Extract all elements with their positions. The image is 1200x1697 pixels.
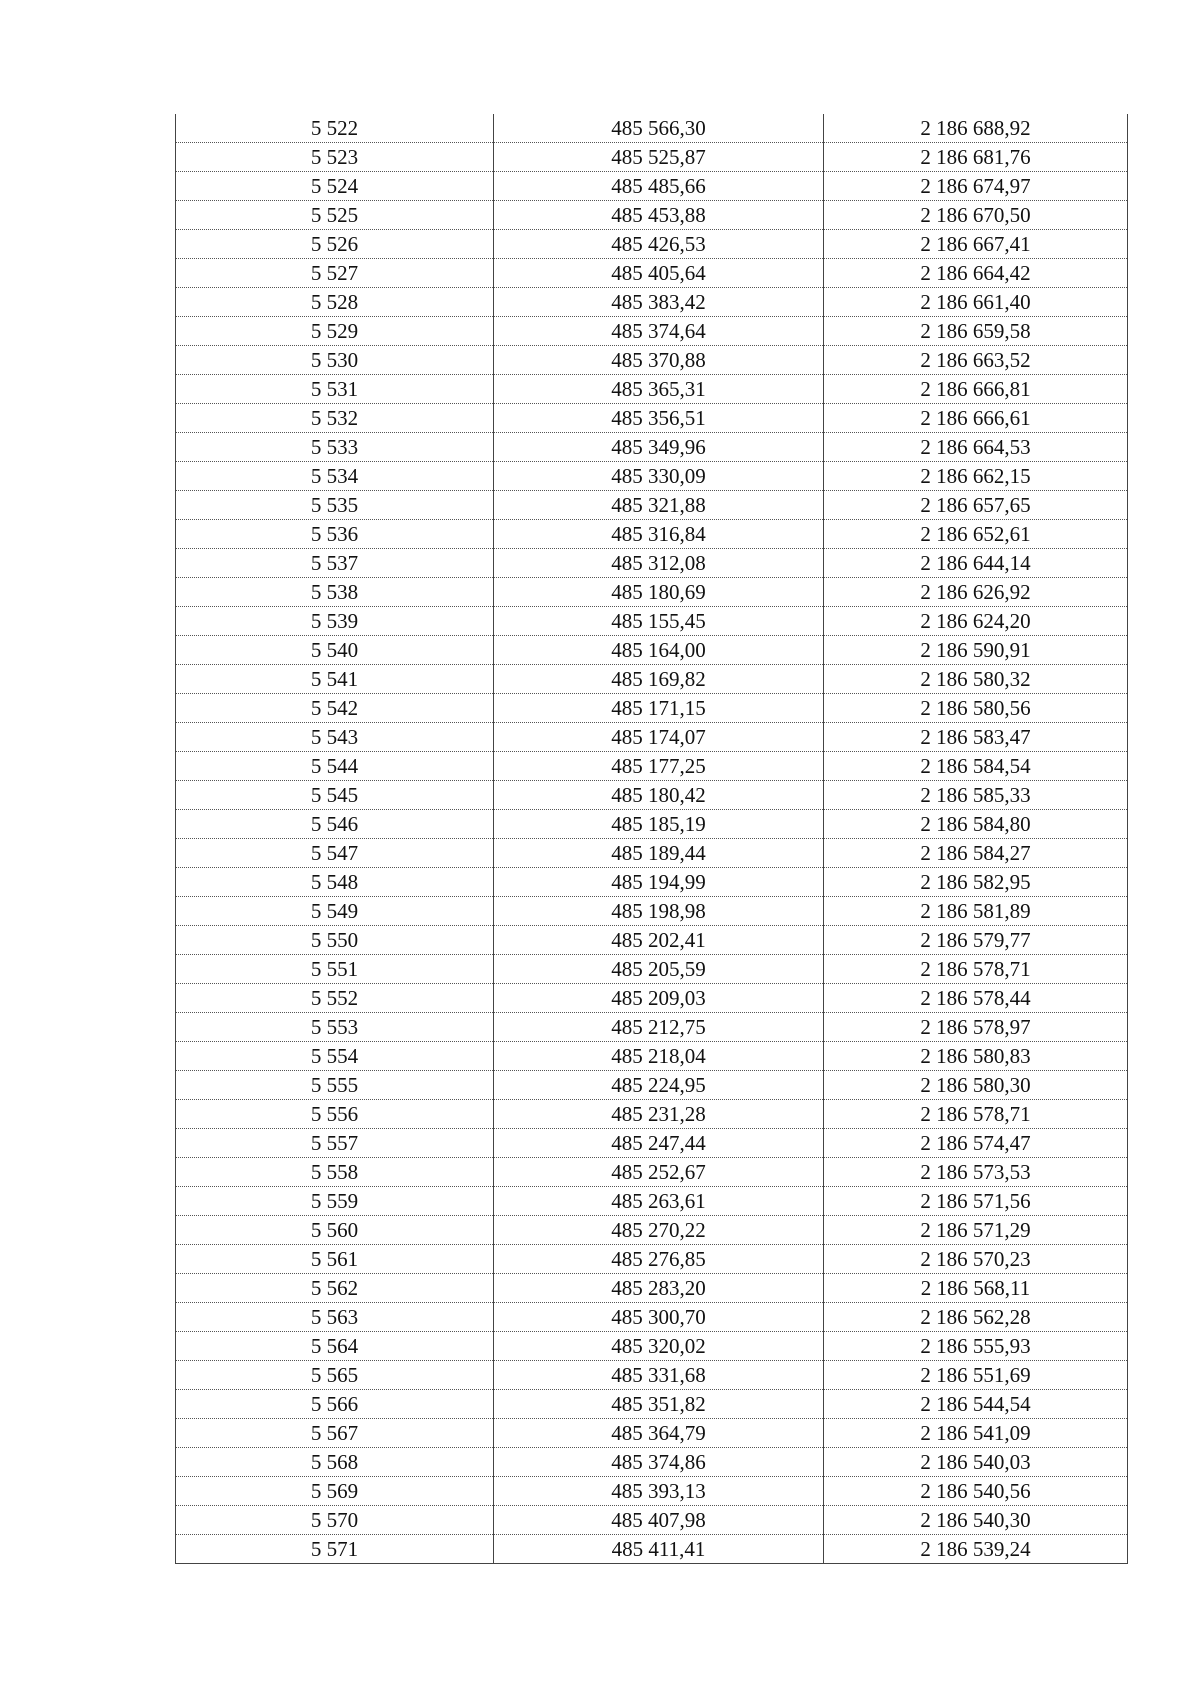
point-number-cell: 5 545 [176, 781, 494, 810]
table-row [176, 1332, 1128, 1361]
table-row [176, 114, 1128, 143]
x-coordinate-cell: 485 453,88 [494, 201, 824, 230]
y-coordinate-cell: 2 186 626,92 [824, 578, 1128, 607]
y-coordinate-cell: 2 186 578,71 [824, 955, 1128, 984]
x-coordinate-cell: 485 205,59 [494, 955, 824, 984]
y-coordinate-cell: 2 186 585,33 [824, 781, 1128, 810]
point-number-cell: 5 556 [176, 1100, 494, 1129]
y-coordinate-cell: 2 186 666,81 [824, 375, 1128, 404]
y-coordinate-cell: 2 186 580,32 [824, 665, 1128, 694]
x-coordinate-cell: 485 300,70 [494, 1303, 824, 1332]
table-row [176, 404, 1128, 433]
table-row [176, 172, 1128, 201]
x-coordinate-cell: 485 263,61 [494, 1187, 824, 1216]
point-number-cell: 5 566 [176, 1390, 494, 1419]
point-number-cell: 5 523 [176, 143, 494, 172]
point-number-cell: 5 544 [176, 752, 494, 781]
point-number-cell: 5 537 [176, 549, 494, 578]
y-coordinate-cell: 2 186 584,80 [824, 810, 1128, 839]
x-coordinate-cell: 485 171,15 [494, 694, 824, 723]
y-coordinate-cell: 2 186 540,03 [824, 1448, 1128, 1477]
table-row [176, 1158, 1128, 1187]
point-number-cell: 5 543 [176, 723, 494, 752]
point-number-cell: 5 563 [176, 1303, 494, 1332]
y-coordinate-cell: 2 186 657,65 [824, 491, 1128, 520]
table-row [176, 926, 1128, 955]
y-coordinate-cell: 2 186 551,69 [824, 1361, 1128, 1390]
table-row [176, 723, 1128, 752]
point-number-cell: 5 535 [176, 491, 494, 520]
table-row [176, 1013, 1128, 1042]
table-row [176, 984, 1128, 1013]
x-coordinate-cell: 485 194,99 [494, 868, 824, 897]
table-row [176, 607, 1128, 636]
x-coordinate-cell: 485 312,08 [494, 549, 824, 578]
point-number-cell: 5 552 [176, 984, 494, 1013]
x-coordinate-cell: 485 189,44 [494, 839, 824, 868]
table-row [176, 781, 1128, 810]
table-row [176, 1477, 1128, 1506]
table-row [176, 462, 1128, 491]
point-number-cell: 5 565 [176, 1361, 494, 1390]
point-number-cell: 5 562 [176, 1274, 494, 1303]
y-coordinate-cell: 2 186 663,52 [824, 346, 1128, 375]
x-coordinate-cell: 485 169,82 [494, 665, 824, 694]
point-number-cell: 5 534 [176, 462, 494, 491]
x-coordinate-cell: 485 212,75 [494, 1013, 824, 1042]
x-coordinate-cell: 485 180,69 [494, 578, 824, 607]
y-coordinate-cell: 2 186 573,53 [824, 1158, 1128, 1187]
x-coordinate-cell: 485 370,88 [494, 346, 824, 375]
table-row [176, 839, 1128, 868]
y-coordinate-cell: 2 186 580,56 [824, 694, 1128, 723]
point-number-cell: 5 524 [176, 172, 494, 201]
point-number-cell: 5 564 [176, 1332, 494, 1361]
y-coordinate-cell: 2 186 659,58 [824, 317, 1128, 346]
y-coordinate-cell: 2 186 674,97 [824, 172, 1128, 201]
point-number-cell: 5 553 [176, 1013, 494, 1042]
x-coordinate-cell: 485 164,00 [494, 636, 824, 665]
x-coordinate-cell: 485 407,98 [494, 1506, 824, 1535]
point-number-cell: 5 555 [176, 1071, 494, 1100]
table-row [176, 1390, 1128, 1419]
y-coordinate-cell: 2 186 578,44 [824, 984, 1128, 1013]
y-coordinate-cell: 2 186 584,54 [824, 752, 1128, 781]
x-coordinate-cell: 485 426,53 [494, 230, 824, 259]
table-row [176, 375, 1128, 404]
y-coordinate-cell: 2 186 664,42 [824, 259, 1128, 288]
x-coordinate-cell: 485 252,67 [494, 1158, 824, 1187]
y-coordinate-cell: 2 186 570,23 [824, 1245, 1128, 1274]
x-coordinate-cell: 485 180,42 [494, 781, 824, 810]
x-coordinate-cell: 485 209,03 [494, 984, 824, 1013]
point-number-cell: 5 547 [176, 839, 494, 868]
x-coordinate-cell: 485 374,64 [494, 317, 824, 346]
y-coordinate-cell: 2 186 681,76 [824, 143, 1128, 172]
y-coordinate-cell: 2 186 578,71 [824, 1100, 1128, 1129]
table-row [176, 868, 1128, 897]
x-coordinate-cell: 485 383,42 [494, 288, 824, 317]
x-coordinate-cell: 485 247,44 [494, 1129, 824, 1158]
y-coordinate-cell: 2 186 670,50 [824, 201, 1128, 230]
x-coordinate-cell: 485 270,22 [494, 1216, 824, 1245]
x-coordinate-cell: 485 566,30 [494, 114, 824, 143]
table-row [176, 491, 1128, 520]
y-coordinate-cell: 2 186 584,27 [824, 839, 1128, 868]
x-coordinate-cell: 485 405,64 [494, 259, 824, 288]
point-number-cell: 5 533 [176, 433, 494, 462]
y-coordinate-cell: 2 186 582,95 [824, 868, 1128, 897]
table-row [176, 1506, 1128, 1535]
table-row [176, 1448, 1128, 1477]
point-number-cell: 5 554 [176, 1042, 494, 1071]
table-row [176, 752, 1128, 781]
table-row [176, 1071, 1128, 1100]
point-number-cell: 5 536 [176, 520, 494, 549]
point-number-cell: 5 522 [176, 114, 494, 143]
x-coordinate-cell: 485 525,87 [494, 143, 824, 172]
x-coordinate-cell: 485 351,82 [494, 1390, 824, 1419]
x-coordinate-cell: 485 224,95 [494, 1071, 824, 1100]
x-coordinate-cell: 485 316,84 [494, 520, 824, 549]
y-coordinate-cell: 2 186 580,83 [824, 1042, 1128, 1071]
point-number-cell: 5 549 [176, 897, 494, 926]
y-coordinate-cell: 2 186 541,09 [824, 1419, 1128, 1448]
point-number-cell: 5 551 [176, 955, 494, 984]
table-row [176, 259, 1128, 288]
table-row [176, 1042, 1128, 1071]
table-row [176, 1100, 1128, 1129]
x-coordinate-cell: 485 411,41 [494, 1535, 824, 1564]
y-coordinate-cell: 2 186 539,24 [824, 1535, 1128, 1564]
y-coordinate-cell: 2 186 688,92 [824, 114, 1128, 143]
coordinates-table-body [176, 114, 1128, 1564]
y-coordinate-cell: 2 186 568,11 [824, 1274, 1128, 1303]
y-coordinate-cell: 2 186 652,61 [824, 520, 1128, 549]
table-row [176, 955, 1128, 984]
point-number-cell: 5 557 [176, 1129, 494, 1158]
point-number-cell: 5 550 [176, 926, 494, 955]
x-coordinate-cell: 485 155,45 [494, 607, 824, 636]
point-number-cell: 5 559 [176, 1187, 494, 1216]
point-number-cell: 5 530 [176, 346, 494, 375]
table-row [176, 433, 1128, 462]
point-number-cell: 5 568 [176, 1448, 494, 1477]
table-row [176, 1361, 1128, 1390]
y-coordinate-cell: 2 186 562,28 [824, 1303, 1128, 1332]
point-number-cell: 5 561 [176, 1245, 494, 1274]
x-coordinate-cell: 485 331,68 [494, 1361, 824, 1390]
y-coordinate-cell: 2 186 581,89 [824, 897, 1128, 926]
x-coordinate-cell: 485 320,02 [494, 1332, 824, 1361]
y-coordinate-cell: 2 186 624,20 [824, 607, 1128, 636]
y-coordinate-cell: 2 186 667,41 [824, 230, 1128, 259]
table-row [176, 201, 1128, 230]
y-coordinate-cell: 2 186 571,56 [824, 1187, 1128, 1216]
table-row [176, 1535, 1128, 1564]
point-number-cell: 5 531 [176, 375, 494, 404]
x-coordinate-cell: 485 374,86 [494, 1448, 824, 1477]
table-row [176, 520, 1128, 549]
table-row [176, 1419, 1128, 1448]
table-row [176, 665, 1128, 694]
y-coordinate-cell: 2 186 666,61 [824, 404, 1128, 433]
x-coordinate-cell: 485 218,04 [494, 1042, 824, 1071]
x-coordinate-cell: 485 321,88 [494, 491, 824, 520]
x-coordinate-cell: 485 177,25 [494, 752, 824, 781]
table-row [176, 1216, 1128, 1245]
x-coordinate-cell: 485 356,51 [494, 404, 824, 433]
point-number-cell: 5 528 [176, 288, 494, 317]
x-coordinate-cell: 485 283,20 [494, 1274, 824, 1303]
x-coordinate-cell: 485 364,79 [494, 1419, 824, 1448]
y-coordinate-cell: 2 186 661,40 [824, 288, 1128, 317]
point-number-cell: 5 529 [176, 317, 494, 346]
point-number-cell: 5 538 [176, 578, 494, 607]
y-coordinate-cell: 2 186 583,47 [824, 723, 1128, 752]
table-row [176, 346, 1128, 375]
y-coordinate-cell: 2 186 644,14 [824, 549, 1128, 578]
y-coordinate-cell: 2 186 579,77 [824, 926, 1128, 955]
y-coordinate-cell: 2 186 662,15 [824, 462, 1128, 491]
point-number-cell: 5 525 [176, 201, 494, 230]
table-row [176, 1187, 1128, 1216]
table-row [176, 317, 1128, 346]
y-coordinate-cell: 2 186 590,91 [824, 636, 1128, 665]
point-number-cell: 5 546 [176, 810, 494, 839]
y-coordinate-cell: 2 186 555,93 [824, 1332, 1128, 1361]
y-coordinate-cell: 2 186 578,97 [824, 1013, 1128, 1042]
x-coordinate-cell: 485 202,41 [494, 926, 824, 955]
point-number-cell: 5 548 [176, 868, 494, 897]
y-coordinate-cell: 2 186 544,54 [824, 1390, 1128, 1419]
y-coordinate-cell: 2 186 540,30 [824, 1506, 1128, 1535]
table-row [176, 810, 1128, 839]
table-row [176, 1303, 1128, 1332]
x-coordinate-cell: 485 185,19 [494, 810, 824, 839]
point-number-cell: 5 571 [176, 1535, 494, 1564]
point-number-cell: 5 526 [176, 230, 494, 259]
y-coordinate-cell: 2 186 580,30 [824, 1071, 1128, 1100]
table-row [176, 1245, 1128, 1274]
table-row [176, 578, 1128, 607]
x-coordinate-cell: 485 174,07 [494, 723, 824, 752]
table-row [176, 1129, 1128, 1158]
x-coordinate-cell: 485 393,13 [494, 1477, 824, 1506]
table-row [176, 636, 1128, 665]
x-coordinate-cell: 485 330,09 [494, 462, 824, 491]
point-number-cell: 5 542 [176, 694, 494, 723]
point-number-cell: 5 527 [176, 259, 494, 288]
y-coordinate-cell: 2 186 540,56 [824, 1477, 1128, 1506]
x-coordinate-cell: 485 231,28 [494, 1100, 824, 1129]
table-row [176, 230, 1128, 259]
point-number-cell: 5 567 [176, 1419, 494, 1448]
table-row [176, 143, 1128, 172]
point-number-cell: 5 569 [176, 1477, 494, 1506]
table-row [176, 1274, 1128, 1303]
y-coordinate-cell: 2 186 571,29 [824, 1216, 1128, 1245]
point-number-cell: 5 539 [176, 607, 494, 636]
table-row [176, 288, 1128, 317]
x-coordinate-cell: 485 349,96 [494, 433, 824, 462]
table-row [176, 549, 1128, 578]
x-coordinate-cell: 485 485,66 [494, 172, 824, 201]
x-coordinate-cell: 485 198,98 [494, 897, 824, 926]
point-number-cell: 5 532 [176, 404, 494, 433]
point-number-cell: 5 540 [176, 636, 494, 665]
point-number-cell: 5 570 [176, 1506, 494, 1535]
table-row [176, 897, 1128, 926]
y-coordinate-cell: 2 186 574,47 [824, 1129, 1128, 1158]
table-row [176, 694, 1128, 723]
point-number-cell: 5 541 [176, 665, 494, 694]
x-coordinate-cell: 485 276,85 [494, 1245, 824, 1274]
y-coordinate-cell: 2 186 664,53 [824, 433, 1128, 462]
point-number-cell: 5 558 [176, 1158, 494, 1187]
coordinates-table [175, 114, 1128, 1564]
x-coordinate-cell: 485 365,31 [494, 375, 824, 404]
point-number-cell: 5 560 [176, 1216, 494, 1245]
